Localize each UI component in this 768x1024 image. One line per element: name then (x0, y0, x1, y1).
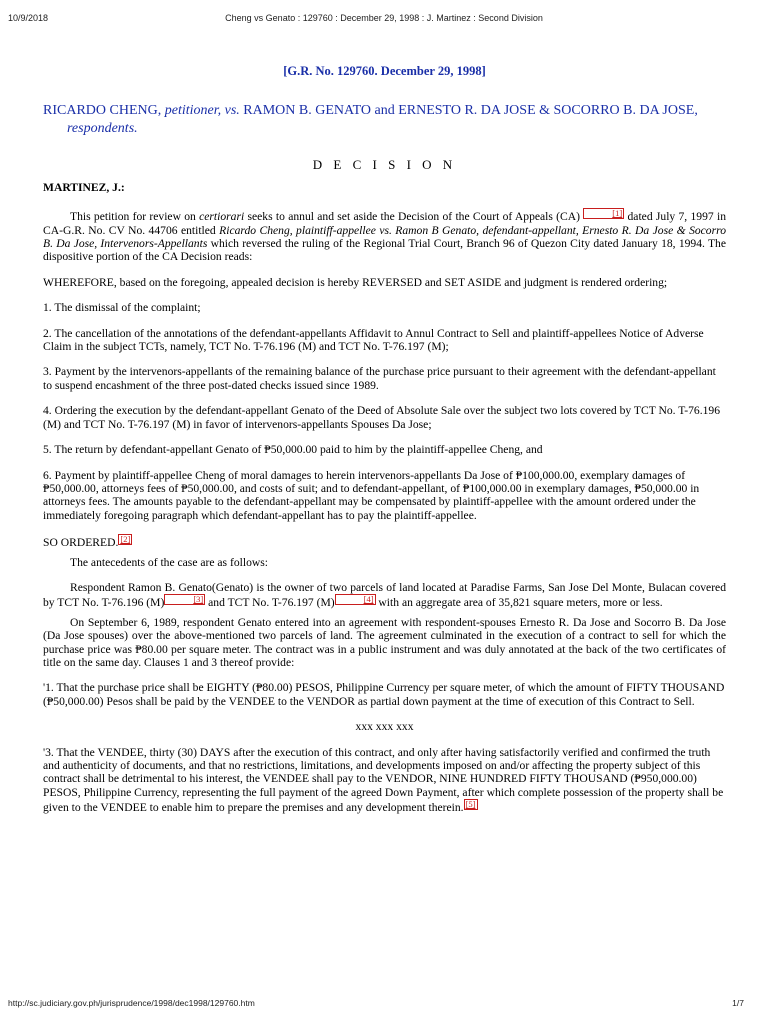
party-respondents: RAMON B. GENATO and ERNESTO R. DA JOSE & SOCORRO B. DA JOSE, (239, 103, 698, 119)
case-number: [G.R. No. 129760. December 29, 1998] (283, 64, 486, 78)
dispositive-item-4: 4. Ordering the execution by the defendant-appellant Genato of the Deed of Absolute Sale over the subject two lots covered by TCT No. T-76.196 (M) and TCT No. T-76.197 (M) in favor of intervenors-appellants Spouses Da Jose; (43, 404, 720, 431)
print-header (0, 0, 768, 24)
antecedents-intro: The antecedents of the case are as follows: (70, 555, 268, 569)
contract-clause-3: '3. That the VENDEE, thirty (30) DAYS after the execution of this contract, and only after having satisfactorily verified and confirmed the truth and authenticity of documents, and that no restrictions, limitations, and developments imposed on and/or affecting the property subject of this contract shall be detrimental to his interest, the VENDEE shall pay to the VENDOR, NINE HUNDRED FIFTY THOUSAND (₱950,000.00) PESOS, Philippine Currency, representing the full payment of the agreed Down Payment, after which complete possession of the property shall be given to the VENDEE to enable him to prepare the premises and any development therein. [5] (43, 745, 724, 815)
dispositive-wherefore: WHEREFORE, based on the foregoing, appealed decision is hereby REVERSED and SET ASIDE and judgment is rendered ordering; (43, 275, 668, 289)
ponente: MARTINEZ, J.: (43, 180, 125, 194)
ellipsis-separator: xxx xxx xxx (355, 720, 414, 734)
page-number: 1/7 (732, 998, 744, 1008)
dispositive-item-6: 6. Payment by plaintiff-appellee Cheng of moral damages to herein intervenors-appellants Da Jose of ₱100,000.00, exemplary damages of ₱50,000.00, attorneys fees of ₱50,000.00, and costs of suit; and to defendant-appellant, of ₱100,000.00 in exemplary damages, ₱50,000.00 in attorneys fees. The amounts payable to the defendant-appellant may be compensated by plaintiff-appellee with the amount ordered under the immediately foregoing paragraph which defendant-appellant has to pay the plaintiff-appellee. (43, 468, 700, 522)
print-date: 10/9/2018 (8, 13, 49, 23)
so-ordered: SO ORDERED. [2] (43, 534, 131, 550)
footnote-link-1[interactable]: [1] (583, 208, 624, 219)
paragraph-petition: This petition for review on certiorari seeks to annul and set aside the Decision of the Court of Appeals (CA) [1] dated July 7, 1997 in CA-G.R. No. CV No. 44706 entitled Ricardo Cheng, plaintiff-appellee vs. Ramon B Genato, defendant-appellant, Ernesto R. Da Jose & Socorro B. Da Jose, Intervenors-Appellants which reversed the ruling of the Regional Trial Court, Branch 96 of Quezon City dated January 18, 1994. The dispositive portion of the CA Decision reads: (43, 208, 726, 264)
dispositive-item-2: 2. The cancellation of the annotations of the defendant-appellants Affidavit to Annul Contract to Sell and plaintiff-appellees Notice of Adverse Claim in the subject TCTs, namely, TCT No. T-76.196 (M) and TCT No. T-76.197 (M); (43, 326, 704, 354)
party-petitioner-role: petitioner, vs. (164, 103, 240, 119)
party-respondents-role: respondents. (67, 121, 138, 137)
paragraph-ownership: Respondent Ramon B. Genato(Genato) is the owner of two parcels of land located at Paradise Farms, San Jose Del Monte, Bulacan covered by TCT No. T-76.196 (M) [3] and TCT No. T-76.197 (M) [4] with an aggregate area of 35,821 square meters, more or less. (43, 580, 726, 610)
print-footer (0, 998, 768, 1012)
party-petitioner: RICARDO CHENG, (43, 103, 165, 119)
dispositive-item-3: 3. Payment by the intervenors-appellants of the remaining balance of the purchase price pursuant to their agreement with the defendant-appellant to suspend encashment of the three post-dated checks issued since 1989. (43, 365, 716, 392)
dispositive-item-1: 1. The dismissal of the complaint; (43, 301, 201, 315)
case-parties (43, 102, 726, 138)
footnote-link-4[interactable]: [4] (335, 594, 376, 605)
contract-clause-1: '1. That the purchase price shall be EIGHTY (₱80.00) PESOS, Philippine Currency per square meter, of which the amount of FIFTY THOUSAND (₱50,000.00) Pesos shall be paid by the VENDEE to the VENDOR as partial down payment at the time of execution of this Contract to Sell. (43, 681, 725, 708)
footnote-link-3[interactable]: [3] (164, 594, 205, 605)
document-body (43, 58, 726, 815)
footnote-link-5[interactable]: [5] (465, 799, 476, 810)
print-title: Cheng vs Genato : 129760 : December 29, 1998 : J. Martinez : Second Division (225, 13, 543, 23)
dispositive-item-5: 5. The return by defendant-appellant Genato of ₱50,000.00 paid to him by the plaintiff-appellee Cheng, and (43, 443, 543, 457)
footnote-link-2[interactable]: [2] (120, 534, 131, 545)
paragraph-agreement: On September 6, 1989, respondent Genato entered into an agreement with respondent-spouses Ernesto R. Da Jose and Socorro B. Da Jose (Da Jose spouses) over the above-mentioned two parcels of land. The agreement culminated in the execution of a contract to sell for which the purchase price was ₱80.00 per square meter. The contract was in a public instrument and was duly annotated at the back of the two certificates of title on the same day. Clauses 1 and 3 thereof provide: (43, 615, 726, 669)
decision-heading: D E C I S I O N (312, 157, 457, 173)
print-url: http://sc.judiciary.gov.ph/jurisprudence/1998/dec1998/129760.htm (8, 998, 255, 1008)
